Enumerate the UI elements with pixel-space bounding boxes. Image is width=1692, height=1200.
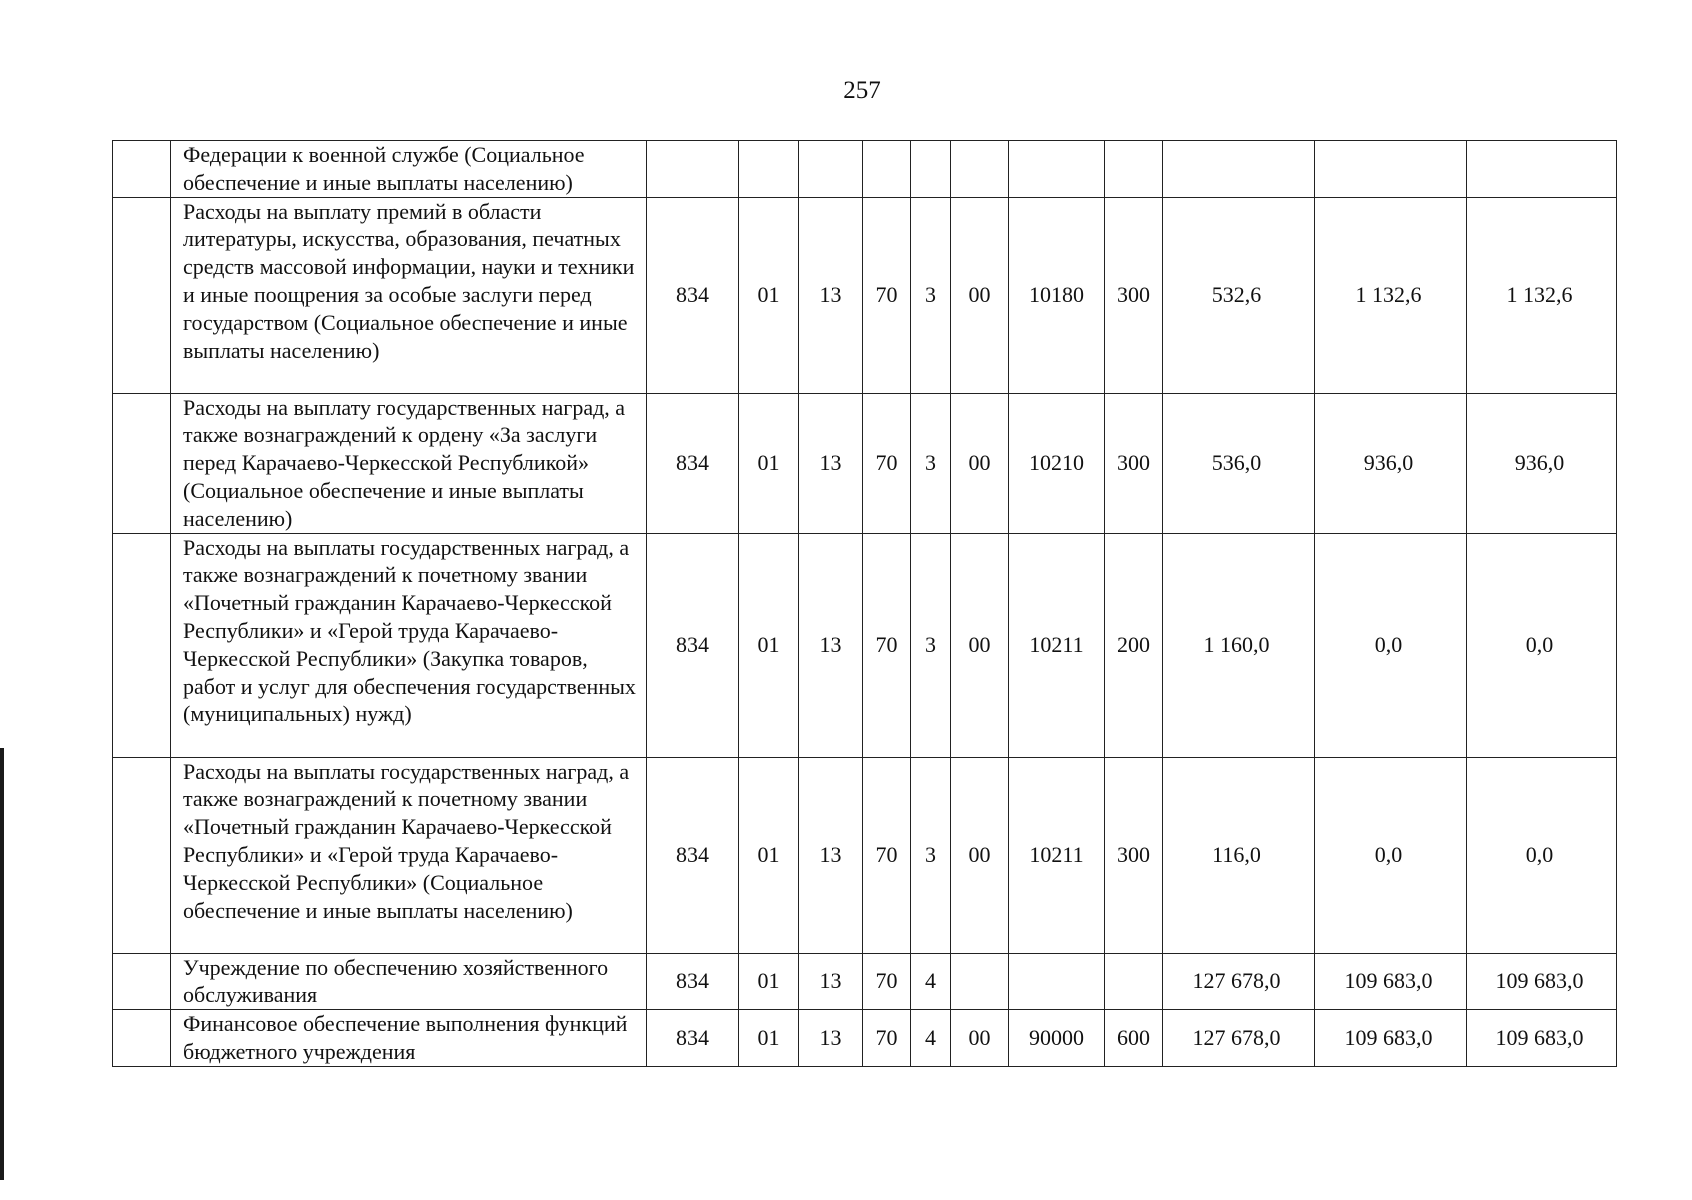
program-cell: 70 — [863, 393, 911, 533]
ved-cell: 834 — [647, 1010, 739, 1067]
description-cell: Финансовое обеспечение выполнения функций бюджетного учреждения — [171, 1010, 647, 1067]
description-cell: Учреждение по обеспечению хозяйственного обслуживания — [171, 953, 647, 1010]
table-row — [113, 757, 1617, 953]
direction-cell: 10211 — [1009, 533, 1105, 757]
main-event-cell: 00 — [951, 393, 1009, 533]
direction-cell — [1009, 953, 1105, 1010]
table-row — [113, 141, 1617, 198]
pr-cell: 13 — [799, 1010, 863, 1067]
direction-cell: 90000 — [1009, 1010, 1105, 1067]
rz-cell: 01 — [739, 197, 799, 393]
amount-1-cell — [1163, 141, 1315, 198]
budget-table — [112, 140, 1617, 1067]
pr-cell: 13 — [799, 533, 863, 757]
amount-3-cell: 109 683,0 — [1467, 953, 1617, 1010]
amount-2-cell: 109 683,0 — [1315, 1010, 1467, 1067]
rz-cell — [739, 141, 799, 198]
pr-cell: 13 — [799, 953, 863, 1010]
amount-3-cell — [1467, 141, 1617, 198]
ved-cell: 834 — [647, 197, 739, 393]
amount-2-cell: 0,0 — [1315, 533, 1467, 757]
expense-type-cell — [1105, 953, 1163, 1010]
description-cell: Федерации к военной службе (Социальное обеспечение и иные выплаты населению) — [171, 141, 647, 198]
ved-cell: 834 — [647, 757, 739, 953]
rz-cell: 01 — [739, 533, 799, 757]
main-event-cell — [951, 141, 1009, 198]
subprogram-cell — [911, 141, 951, 198]
amount-2-cell: 109 683,0 — [1315, 953, 1467, 1010]
expense-type-cell: 300 — [1105, 393, 1163, 533]
direction-cell: 10210 — [1009, 393, 1105, 533]
program-cell: 70 — [863, 757, 911, 953]
ved-cell — [647, 141, 739, 198]
program-cell: 70 — [863, 953, 911, 1010]
amount-1-cell: 536,0 — [1163, 393, 1315, 533]
row-marker-cell — [113, 757, 171, 953]
amount-1-cell: 127 678,0 — [1163, 1010, 1315, 1067]
ved-cell: 834 — [647, 393, 739, 533]
expense-type-cell — [1105, 141, 1163, 198]
amount-1-cell: 127 678,0 — [1163, 953, 1315, 1010]
description-cell: Расходы на выплаты государственных наград, а также вознаграждений к почетному звании «Почетный гражданин Карачаево-Черкесской Республики» и «Герой труда Карачаево-Черкесской Республики» (Социальное обеспечение и иные выплаты населению) — [171, 757, 647, 953]
subprogram-cell: 3 — [911, 757, 951, 953]
expense-type-cell: 300 — [1105, 197, 1163, 393]
amount-2-cell — [1315, 141, 1467, 198]
table-row — [113, 197, 1617, 393]
program-cell: 70 — [863, 1010, 911, 1067]
amount-1-cell: 532,6 — [1163, 197, 1315, 393]
amount-1-cell: 116,0 — [1163, 757, 1315, 953]
main-event-cell — [951, 953, 1009, 1010]
subprogram-cell: 3 — [911, 393, 951, 533]
amount-2-cell: 936,0 — [1315, 393, 1467, 533]
pr-cell — [799, 141, 863, 198]
subprogram-cell: 3 — [911, 533, 951, 757]
rz-cell: 01 — [739, 757, 799, 953]
description-cell: Расходы на выплаты государственных наград, а также вознаграждений к почетному звании «Почетный гражданин Карачаево-Черкесской Республики» и «Герой труда Карачаево-Черкесской Республики» (Закупка товаров, работ и услуг для обеспечения государственных (муниципальных) нужд) — [171, 533, 647, 757]
row-marker-cell — [113, 953, 171, 1010]
amount-2-cell: 1 132,6 — [1315, 197, 1467, 393]
scan-edge-mark — [0, 748, 4, 1180]
row-marker-cell — [113, 533, 171, 757]
direction-cell — [1009, 141, 1105, 198]
amount-3-cell: 109 683,0 — [1467, 1010, 1617, 1067]
direction-cell: 10180 — [1009, 197, 1105, 393]
row-marker-cell — [113, 393, 171, 533]
row-marker-cell — [113, 197, 171, 393]
amount-3-cell: 1 132,6 — [1467, 197, 1617, 393]
expense-type-cell: 200 — [1105, 533, 1163, 757]
description-cell: Расходы на выплату государственных наград, а также вознаграждений к ордену «За заслуги перед Карачаево-Черкесской Республикой» (Социальное обеспечение и иные выплаты населению) — [171, 393, 647, 533]
main-event-cell: 00 — [951, 1010, 1009, 1067]
table-row — [113, 953, 1617, 1010]
rz-cell: 01 — [739, 393, 799, 533]
amount-2-cell: 0,0 — [1315, 757, 1467, 953]
program-cell — [863, 141, 911, 198]
expense-type-cell: 300 — [1105, 757, 1163, 953]
main-event-cell: 00 — [951, 197, 1009, 393]
subprogram-cell: 4 — [911, 953, 951, 1010]
table-row — [113, 533, 1617, 757]
rz-cell: 01 — [739, 1010, 799, 1067]
row-marker-cell — [113, 141, 171, 198]
amount-3-cell: 0,0 — [1467, 757, 1617, 953]
pr-cell: 13 — [799, 757, 863, 953]
amount-3-cell: 936,0 — [1467, 393, 1617, 533]
amount-3-cell: 0,0 — [1467, 533, 1617, 757]
pr-cell: 13 — [799, 393, 863, 533]
pr-cell: 13 — [799, 197, 863, 393]
page-number: 257 — [843, 77, 881, 104]
table-row — [113, 1010, 1617, 1067]
row-marker-cell — [113, 1010, 171, 1067]
direction-cell: 10211 — [1009, 757, 1105, 953]
description-cell: Расходы на выплату премий в области литературы, искусства, образования, печатных средств массовой информации, науки и техники и иные поощрения за особые заслуги перед государством (Социальное обеспечение и иные выплаты населению) — [171, 197, 647, 393]
program-cell: 70 — [863, 197, 911, 393]
amount-1-cell: 1 160,0 — [1163, 533, 1315, 757]
main-event-cell: 00 — [951, 533, 1009, 757]
ved-cell: 834 — [647, 533, 739, 757]
subprogram-cell: 3 — [911, 197, 951, 393]
subprogram-cell: 4 — [911, 1010, 951, 1067]
expense-type-cell: 600 — [1105, 1010, 1163, 1067]
rz-cell: 01 — [739, 953, 799, 1010]
ved-cell: 834 — [647, 953, 739, 1010]
main-event-cell: 00 — [951, 757, 1009, 953]
program-cell: 70 — [863, 533, 911, 757]
table-row — [113, 393, 1617, 533]
